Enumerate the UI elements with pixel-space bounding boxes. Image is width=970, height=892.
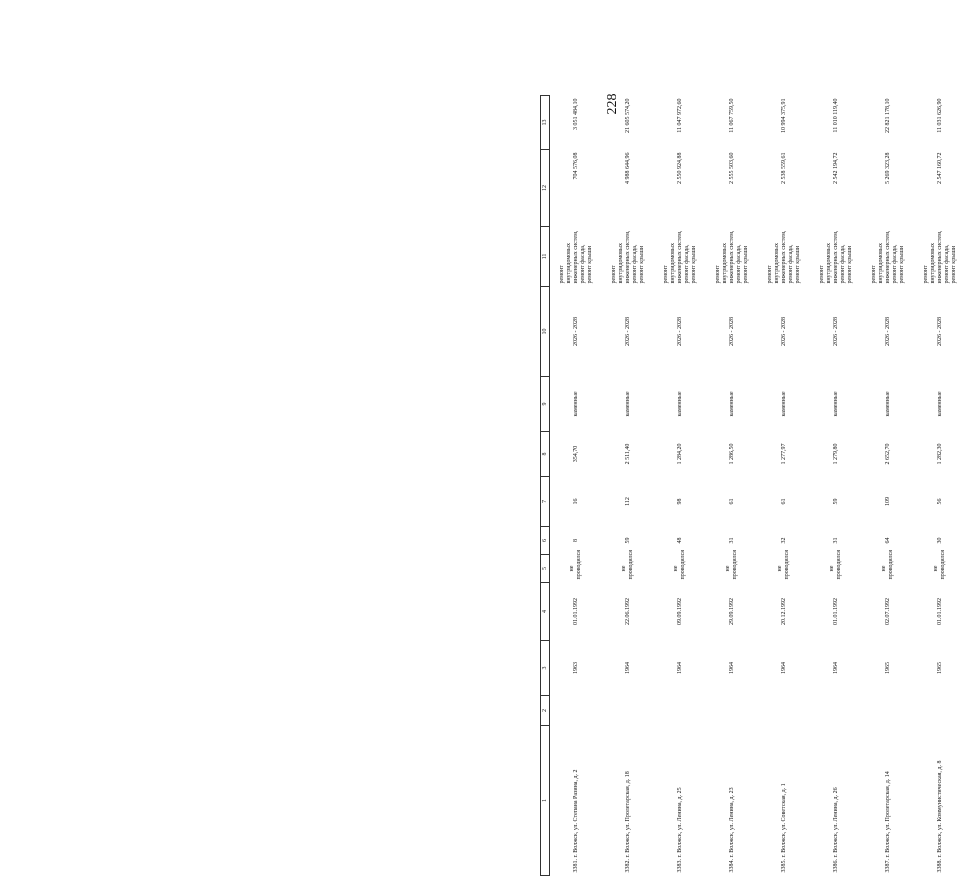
floors-cell: 8: [572, 539, 579, 542]
col-header: 6: [541, 527, 550, 555]
walls-cell: каменные: [676, 391, 683, 417]
works-cell: ремонт внутридомовых инженерных систем, ремонт фасада, ремонт крыши: [870, 230, 905, 284]
period-cell: 2026 - 2028: [780, 317, 787, 346]
row-number: 3382.: [624, 859, 631, 873]
year-cell: 1964: [728, 662, 735, 674]
period-cell: 2026 - 2028: [676, 317, 683, 346]
floors-cell: 48: [676, 537, 683, 544]
floors-cell: 32: [780, 537, 787, 544]
flats-cell: 112: [624, 497, 631, 506]
period-cell: 2026 - 2028: [936, 317, 943, 346]
survey-cell: не проводился: [569, 549, 582, 580]
empty-cell: [550, 696, 603, 726]
cost1-cell: 2 542 194,72: [832, 152, 839, 184]
address: г. Волжск, ул. Советская, д. 1: [780, 783, 787, 858]
year-cell: 1964: [780, 662, 787, 674]
flats-cell: 56: [936, 498, 943, 505]
area-cell: 1 277,97: [780, 443, 787, 465]
empty-cell: [862, 696, 914, 726]
address: г. Волжск, ул. Коммунистическая, д. 8: [936, 760, 943, 858]
walls-cell: каменные: [624, 391, 631, 417]
cost2-cell: 11 010 119,40: [832, 98, 839, 133]
address-cell: [810, 726, 862, 876]
walls-cell: каменные: [572, 391, 579, 417]
col-header: 2: [541, 696, 550, 726]
walls-cell: каменные: [728, 391, 735, 417]
cost1-cell: 2 547 160,72: [936, 152, 943, 184]
empty-cell: [706, 696, 758, 726]
period-cell: 2026 - 2028: [572, 317, 579, 346]
col-header: 5: [541, 555, 550, 583]
cost1-cell: 704 576,08: [572, 152, 579, 180]
date-cell: 01.01.1992: [936, 598, 943, 625]
walls-cell: каменные: [936, 391, 943, 417]
works-cell: ремонт внутридомовых инженерных систем, ремонт фасада, ремонт крыши: [714, 230, 749, 284]
flats-cell: 59: [832, 498, 839, 505]
empty-cell: [654, 696, 706, 726]
period-cell: 2026 - 2028: [624, 317, 631, 346]
row-number: 3388.: [936, 859, 943, 873]
col-header: 8: [541, 432, 550, 477]
date-cell: 01.01.1992: [832, 598, 839, 625]
walls-cell: каменные: [832, 391, 839, 417]
col-header: 11: [541, 227, 550, 287]
empty-cell: [914, 696, 966, 726]
period-cell: 2026 - 2028: [728, 317, 735, 346]
col-header: 4: [541, 583, 550, 641]
floors-cell: 30: [936, 537, 943, 544]
period-cell: 2026 - 2028: [832, 317, 839, 346]
survey-cell: не проводился: [725, 549, 738, 580]
address: г. Волжск, ул. Степана Разина, д. 2: [572, 769, 579, 858]
col-header: 3: [541, 641, 550, 696]
year-cell: 1964: [832, 662, 839, 674]
year-cell: 1964: [624, 662, 631, 674]
col-header: 7: [541, 477, 550, 527]
year-cell: 1965: [936, 662, 943, 674]
address: г. Волжск, ул. Ленина, д. 23: [728, 787, 735, 858]
address: г. Волжск, ул. Пролетарская, д. 18: [624, 771, 631, 858]
table-row: [602, 96, 654, 876]
col-header: 12: [541, 150, 550, 227]
works-cell: ремонт внутридомовых инженерных систем, ремонт фасада, ремонт крыши: [818, 230, 853, 284]
area-cell: 1 282,30: [936, 443, 943, 465]
floors-cell: 31: [728, 537, 735, 544]
cost1-cell: 5 269 323,28: [884, 152, 891, 184]
table-row: [810, 96, 862, 876]
works-cell: ремонт внутридомовых инженерных систем, ремонт фасада, ремонт крыши: [662, 230, 697, 284]
area-cell: 2 511,40: [624, 443, 631, 465]
address: г. Волжск, ул. Пролетарская, д. 14: [884, 771, 891, 858]
row-number: 3387.: [884, 859, 891, 873]
empty-cell: [602, 696, 654, 726]
survey-cell: не проводился: [673, 549, 686, 580]
table-body: [550, 96, 967, 876]
cost2-cell: 3 051 484,10: [572, 98, 579, 130]
register-table: [540, 95, 966, 876]
cost2-cell: 11 047 972,60: [676, 98, 683, 133]
col-header: 1: [541, 726, 550, 876]
empty-cell: [810, 696, 862, 726]
date-cell: 22.06.1992: [624, 598, 631, 625]
survey-cell: не проводился: [621, 549, 634, 580]
flats-cell: 61: [728, 498, 735, 505]
address-cell: [602, 726, 654, 876]
table-row: [914, 96, 966, 876]
page-number: 228: [605, 93, 620, 115]
cost1-cell: 2 550 924,88: [676, 152, 683, 184]
row-number: 3386.: [832, 859, 839, 873]
address-cell: [706, 726, 758, 876]
address: г. Волжск, ул. Ленина, д. 26: [832, 787, 839, 858]
row-number: 3384.: [728, 859, 735, 873]
address-cell: [654, 726, 706, 876]
date-cell: 29.09.1992: [728, 598, 735, 625]
row-number: 3385.: [780, 859, 787, 873]
works-cell: ремонт внутридомовых инженерных систем, ремонт фасада, ремонт крыши: [922, 230, 957, 284]
row-number: 3381.: [572, 859, 579, 873]
date-cell: 20.12.1992: [780, 598, 787, 625]
works-cell: ремонт внутридомовых инженерных систем, ремонт фасада, ремонт крыши: [610, 230, 645, 284]
works-cell: ремонт внутридомовых инженерных систем, ремонт фасада, ремонт крыши: [766, 230, 801, 284]
date-cell: 02.07.1992: [884, 598, 891, 625]
address-cell: [914, 726, 966, 876]
address-cell: [758, 726, 810, 876]
address-cell: [862, 726, 914, 876]
year-cell: 1964: [676, 662, 683, 674]
floors-cell: 64: [884, 537, 891, 544]
walls-cell: каменные: [884, 391, 891, 417]
walls-cell: каменные: [780, 391, 787, 417]
flats-cell: 16: [572, 498, 579, 505]
table-header: [541, 96, 550, 876]
date-cell: 09.09.1992: [676, 598, 683, 625]
table-row: [758, 96, 810, 876]
area-cell: 1 279,80: [832, 443, 839, 465]
survey-cell: не проводился: [933, 549, 946, 580]
survey-cell: не проводился: [829, 549, 842, 580]
floors-cell: 31: [832, 537, 839, 544]
register-table-rotated: [540, 96, 970, 876]
col-header: 10: [541, 287, 550, 377]
table-row: [862, 96, 914, 876]
address: г. Волжск, ул. Ленина, д. 25: [676, 787, 683, 858]
cost2-cell: 21 605 574,20: [624, 98, 631, 133]
survey-cell: не проводился: [881, 549, 894, 580]
date-cell: 01.01.1992: [572, 598, 579, 625]
empty-cell: [758, 696, 810, 726]
table-row: [654, 96, 706, 876]
flats-cell: 98: [676, 498, 683, 505]
table-row: [550, 96, 603, 876]
table-row: [706, 96, 758, 876]
area-cell: 354,70: [572, 445, 579, 463]
cost1-cell: 4 988 644,96: [624, 152, 631, 184]
survey-cell: не проводился: [777, 549, 790, 580]
cost1-cell: 2 538 559,61: [780, 152, 787, 184]
area-cell: 1 284,20: [676, 443, 683, 465]
cost2-cell: 10 994 375,91: [780, 98, 787, 133]
col-header: 13: [541, 96, 550, 150]
year-cell: 1965: [884, 662, 891, 674]
cost2-cell: 11 067 759,50: [728, 98, 735, 133]
area-cell: 2 652,70: [884, 443, 891, 465]
works-cell: ремонт внутридомовых инженерных систем, ремонт фасада, ремонт крыши: [558, 230, 593, 284]
cost2-cell: 11 031 626,90: [936, 98, 943, 133]
flats-cell: 61: [780, 498, 787, 505]
cost1-cell: 2 555 503,60: [728, 152, 735, 184]
cost2-cell: 22 821 178,10: [884, 98, 891, 133]
period-cell: 2026 - 2028: [884, 317, 891, 346]
col-header: 9: [541, 377, 550, 432]
flats-cell: 109: [884, 497, 891, 506]
year-cell: 1963: [572, 662, 579, 674]
row-number: 3383.: [676, 859, 683, 873]
area-cell: 1 286,50: [728, 443, 735, 465]
address-cell: [550, 726, 603, 876]
floors-cell: 59: [624, 537, 631, 544]
